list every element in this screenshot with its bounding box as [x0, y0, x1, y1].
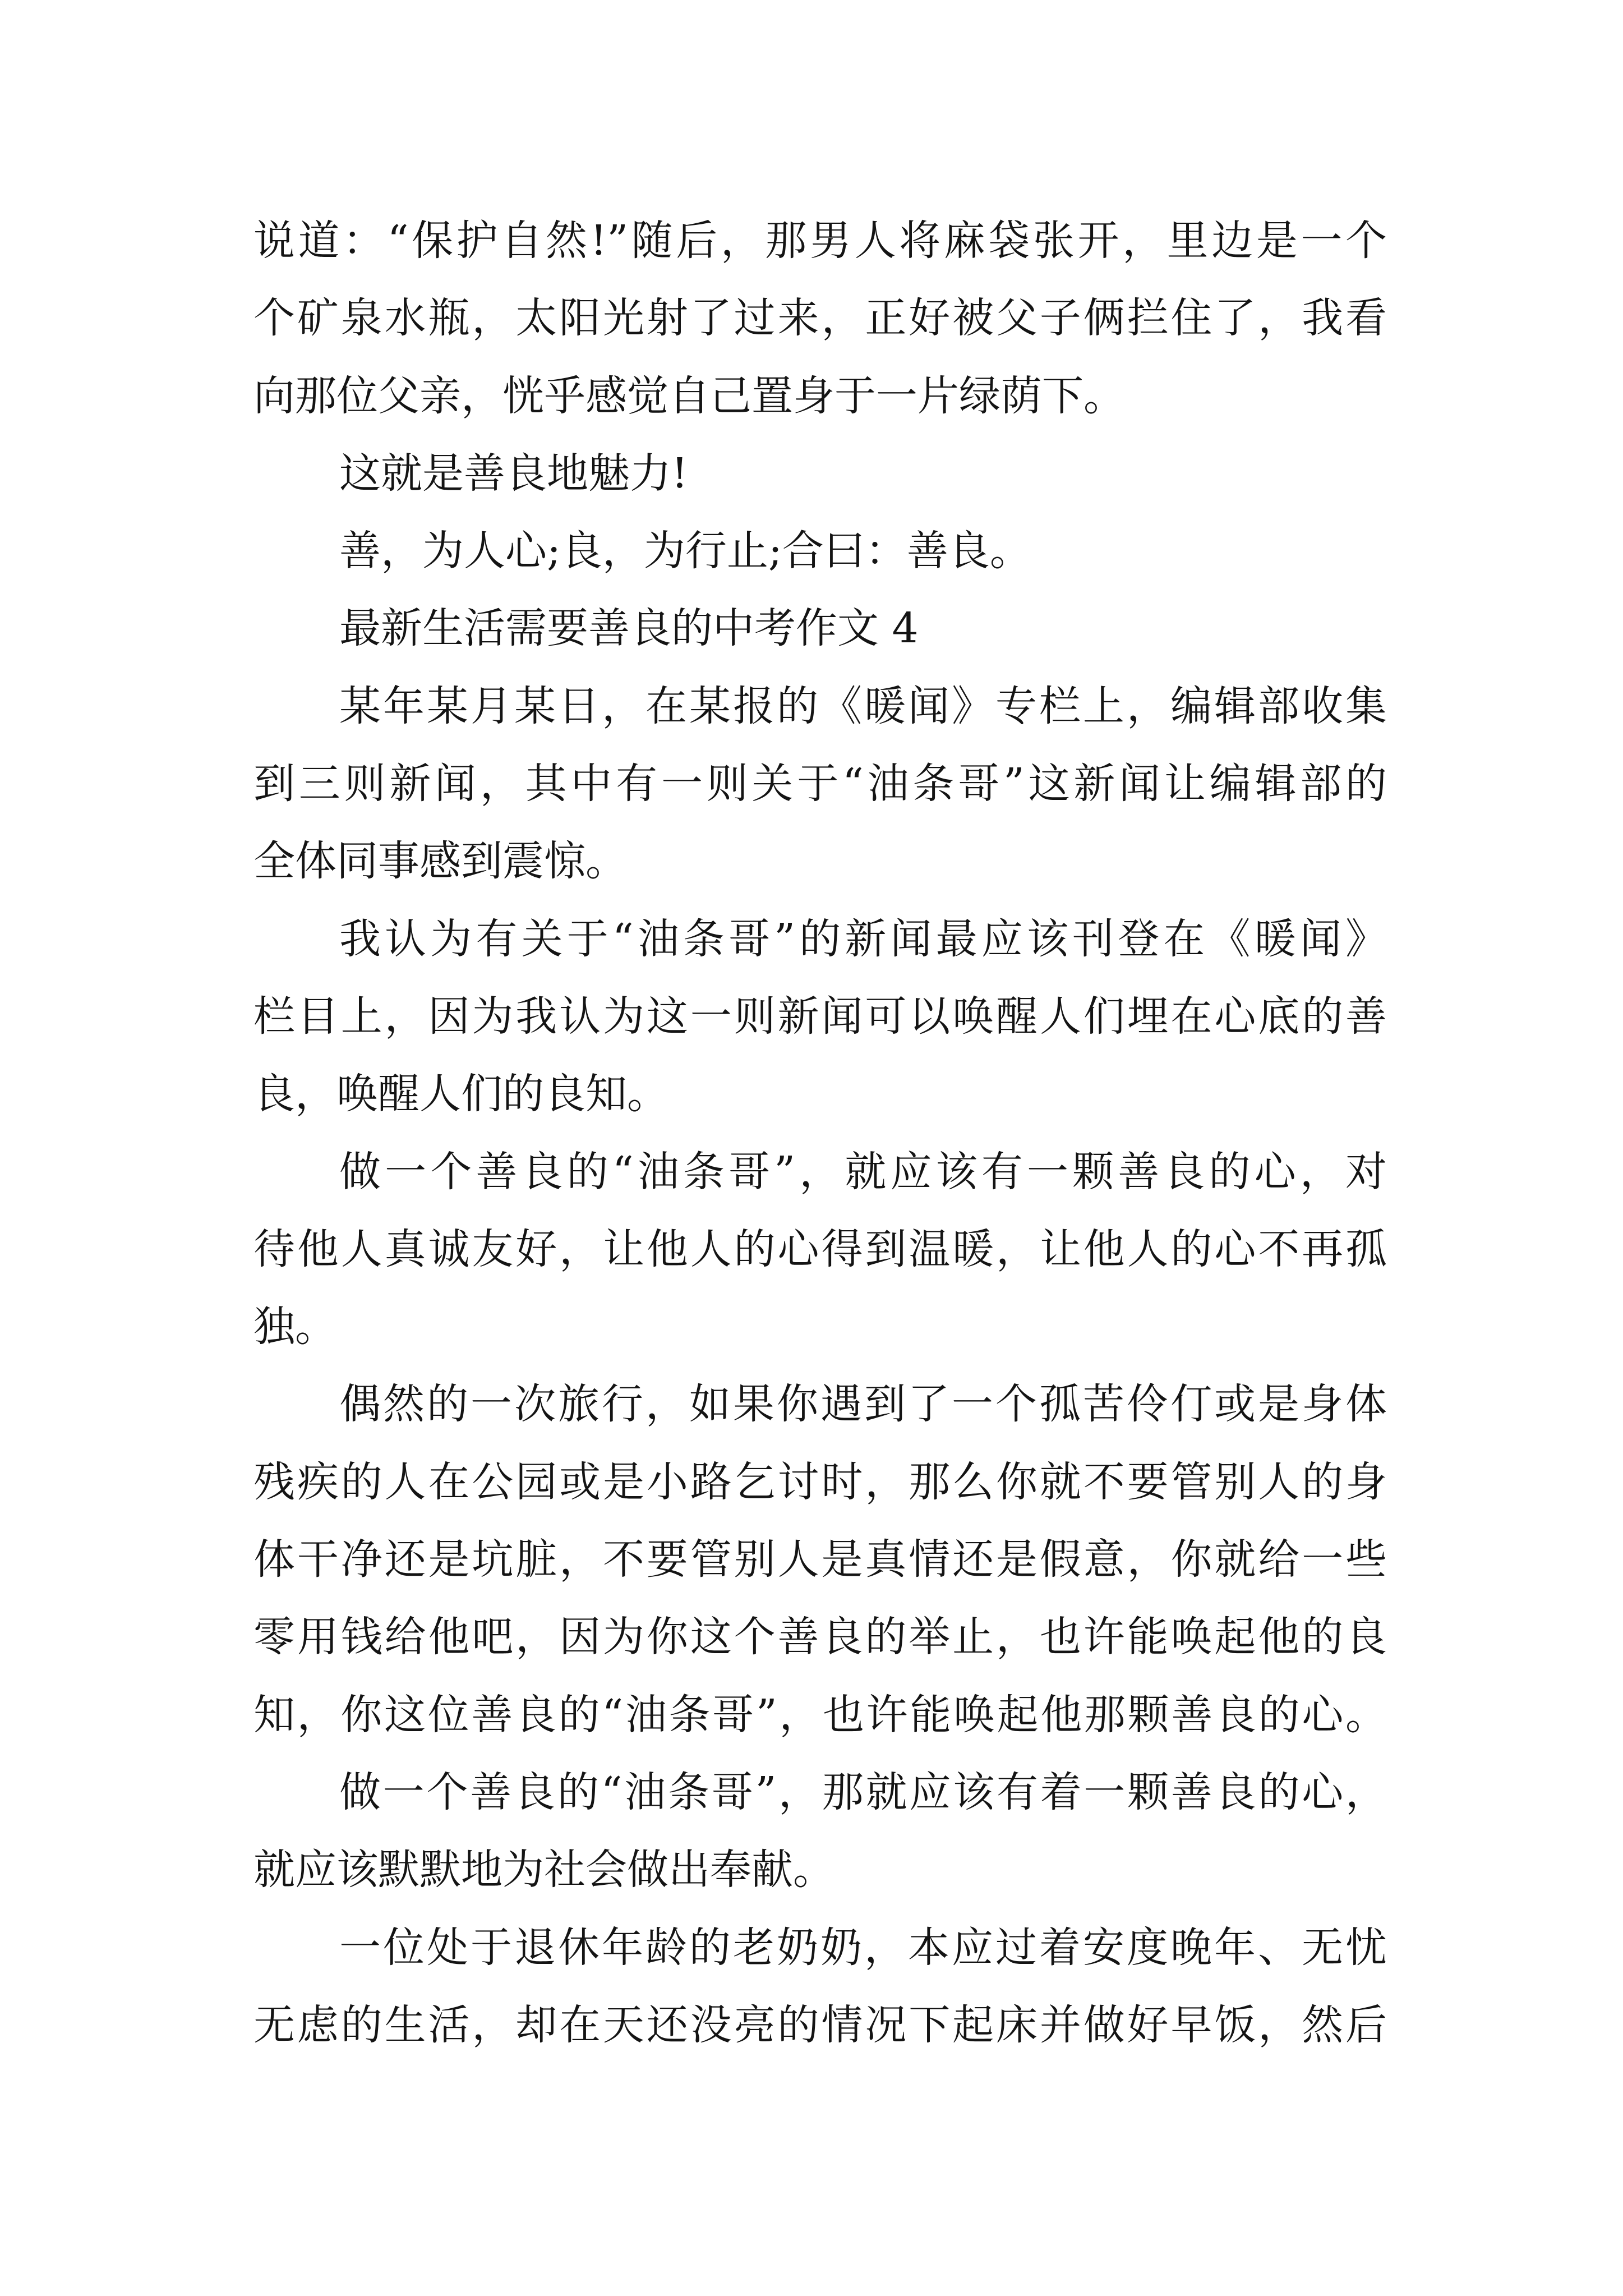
text-line: 向那位父亲，恍乎感觉自己置身于一片绿荫下。 — [253, 371, 1125, 420]
text-line: 残疾的人在公园或是小路乞讨时，那么你就不要管别人的身 — [253, 1457, 1387, 1506]
paragraph — [253, 1365, 1387, 1753]
text-line: 零用钱给他吧，因为你这个善良的举止，也许能唤起他的良 — [253, 1613, 1387, 1662]
section-heading-text: 最新生活需要善良的中考作文 4 — [339, 604, 919, 653]
text-line: 到三则新闻，其中有一则关于“油条哥”这新闻让编辑部的 — [253, 760, 1387, 808]
text-line: 全体同事感到震惊。 — [253, 837, 627, 886]
paragraph — [253, 435, 1387, 512]
text-line: 做一个善良的“油条哥”，就应该有一颗善良的心，对 — [339, 1147, 1387, 1196]
text-line: 偶然的一次旅行，如果你遇到了一个孤苦伶仃或是身体 — [339, 1380, 1387, 1429]
text-line: 良，唤醒人们的良知。 — [253, 1070, 668, 1119]
paragraph — [253, 512, 1387, 590]
text-line: 这就是善良地魅力! — [339, 449, 688, 498]
text-line: 体干净还是坑脏，不要管别人是真情还是假意，你就给一些 — [253, 1535, 1387, 1584]
paragraph — [253, 900, 1387, 1133]
text-line: 某年某月某日，在某报的《暖闻》专栏上，编辑部收集 — [339, 682, 1387, 730]
text-line: 做一个善良的“油条哥”，那就应该有着一颗善良的心， — [339, 1768, 1387, 1816]
section-heading — [253, 590, 1387, 667]
text-line: 说道：“保护自然!”随后，那男人将麻袋张开，里边是一个 — [253, 217, 1387, 265]
document-page — [253, 202, 1387, 2064]
text-line: 就应该默默地为社会做出奉献。 — [253, 1846, 834, 1894]
text-line: 善，为人心;良，为行止;合曰：善良。 — [339, 527, 1031, 576]
paragraph — [253, 668, 1387, 900]
text-line: 我认为有关于“油条哥”的新闻最应该刊登在《暖闻》 — [339, 914, 1387, 963]
text-line: 待他人真诚友好，让他人的心得到温暖，让他人的心不再孤 — [253, 1225, 1387, 1273]
text-line: 一位处于退休年龄的老奶奶，本应过着安度晚年、无忧 — [339, 1923, 1387, 1972]
text-line: 栏目上，因为我认为这一则新闻可以唤醒人们埋在心底的善 — [253, 992, 1387, 1041]
paragraph — [253, 1909, 1387, 2064]
text-line: 独。 — [253, 1303, 336, 1351]
paragraph — [253, 1754, 1387, 1909]
text-line: 无虑的生活，却在天还没亮的情况下起床并做好早饭，然后 — [253, 2000, 1387, 2049]
text-line: 知，你这位善良的“油条哥”，也许能唤起他那颗善良的心。 — [253, 1690, 1387, 1739]
paragraph-continuation — [253, 202, 1387, 435]
paragraph — [253, 1133, 1387, 1366]
text-line: 个矿泉水瓶，太阳光射了过来，正好被父子俩拦住了，我看 — [253, 294, 1387, 343]
